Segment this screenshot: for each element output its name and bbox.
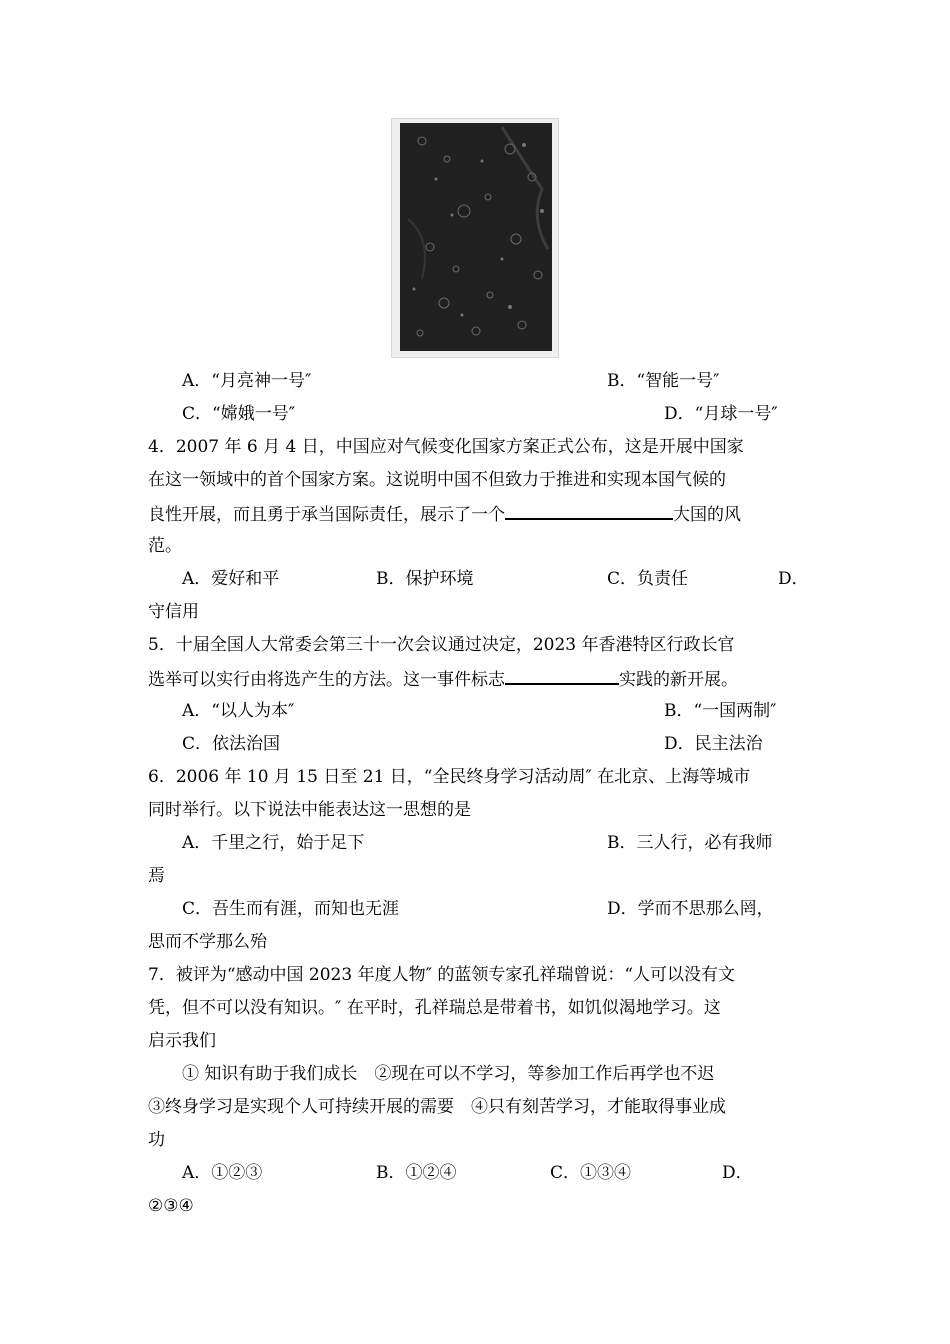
q3-option-b: B．“智能一号″ [607, 371, 720, 391]
q7-option-c: C．①③④ [550, 1163, 632, 1183]
q6-stem-line2: 同时举行。以下说法中能表达这一思想的是 [148, 800, 471, 820]
q5-stem-line2-after: 实践的新开展。 [619, 670, 738, 690]
q4-option-d-text: 守信用 [148, 602, 199, 622]
q7-stem-line3: 启示我们 [148, 1031, 216, 1051]
q7-option-d-label: D． [722, 1163, 753, 1183]
q3-option-a: A．“月亮神一号″ [182, 371, 312, 391]
q7-option-d-text: ②③④ [148, 1196, 194, 1216]
q5-answer-blank [505, 667, 619, 685]
q6-option-b-line2: 焉 [148, 866, 165, 886]
q4-stem-line3-after: 大国的风 [673, 505, 741, 525]
q4-stem-line1: 4．2007 年 6 月 4 日，中国应对气候变化国家方案正式公布，这是开展中国家 [148, 437, 744, 457]
q7-statement-line3: 功 [148, 1130, 165, 1150]
q4-answer-blank [505, 502, 673, 520]
q3-option-c: C．“嫦娥一号″ [182, 404, 296, 424]
q7-stem-line1: 7．被评为“感动中国 2023 年度人物″ 的蓝领专家孔祥瑞曾说：“人可以没有文 [148, 965, 736, 985]
q4-stem-line3 [148, 502, 741, 526]
q5-option-c: C．依法治国 [182, 734, 281, 754]
q5-stem-line2-before: 选举可以实行由将选产生的方法。这一事件标志 [148, 670, 505, 690]
q6-option-c: C．吾生而有涯，而知也无涯 [182, 899, 400, 919]
q5-option-d: D．民主法治 [664, 734, 763, 754]
q5-stem-line2 [148, 667, 738, 691]
q3-option-d: D．“月球一号″ [664, 404, 778, 424]
q4-option-a: A．爱好和平 [182, 569, 280, 589]
q4-option-b: B．保护环境 [376, 569, 474, 589]
q6-option-d-line1: D．学而不思那么罔， [607, 899, 774, 919]
q6-option-b-line1: B．三人行，必有我师 [607, 833, 773, 853]
q6-option-d-line2: 思而不学那么殆 [148, 932, 267, 952]
q6-option-a: A．千里之行，始于足下 [182, 833, 365, 853]
q5-stem-line1: 5．十届全国人大常委会第三十一次会议通过决定，2023 年香港特区行政长官 [148, 635, 735, 655]
q7-stem-line2: 凭，但不可以没有知识。″ 在平时，孔祥瑞总是带着书，如饥似渴地学习。这 [148, 998, 721, 1018]
q5-option-a: A．“以人为本″ [182, 701, 295, 721]
q7-option-b: B．①②④ [376, 1163, 457, 1183]
q4-stem-line3-before: 良性开展，而且勇于承当国际责任，展示了一个 [148, 505, 505, 525]
q4-stem-line2: 在这一领域中的首个国家方案。这说明中国不但致力于推进和实现本国气候的 [148, 470, 726, 490]
q4-option-d-label: D． [778, 569, 809, 589]
q7-statement-line2: ③终身学习是实现个人可持续开展的需要 ④只有刻苦学习，才能取得事业成 [148, 1097, 726, 1117]
moon-surface-image [392, 119, 558, 357]
q4-option-c: C．负责任 [607, 569, 689, 589]
q5-option-b: B．“一国两制″ [664, 701, 777, 721]
q7-statement-line1: ① 知识有助于我们成长 ②现在可以不学习，等参加工作后再学也不迟 [182, 1064, 715, 1084]
q4-stem-line4: 范。 [148, 536, 182, 556]
q7-option-a: A．①②③ [182, 1163, 263, 1183]
moon-photo [391, 118, 559, 358]
q6-stem-line1: 6．2006 年 10 月 15 日至 21 日，“全民终身学习活动周″ 在北京、上海等城市 [148, 767, 751, 787]
